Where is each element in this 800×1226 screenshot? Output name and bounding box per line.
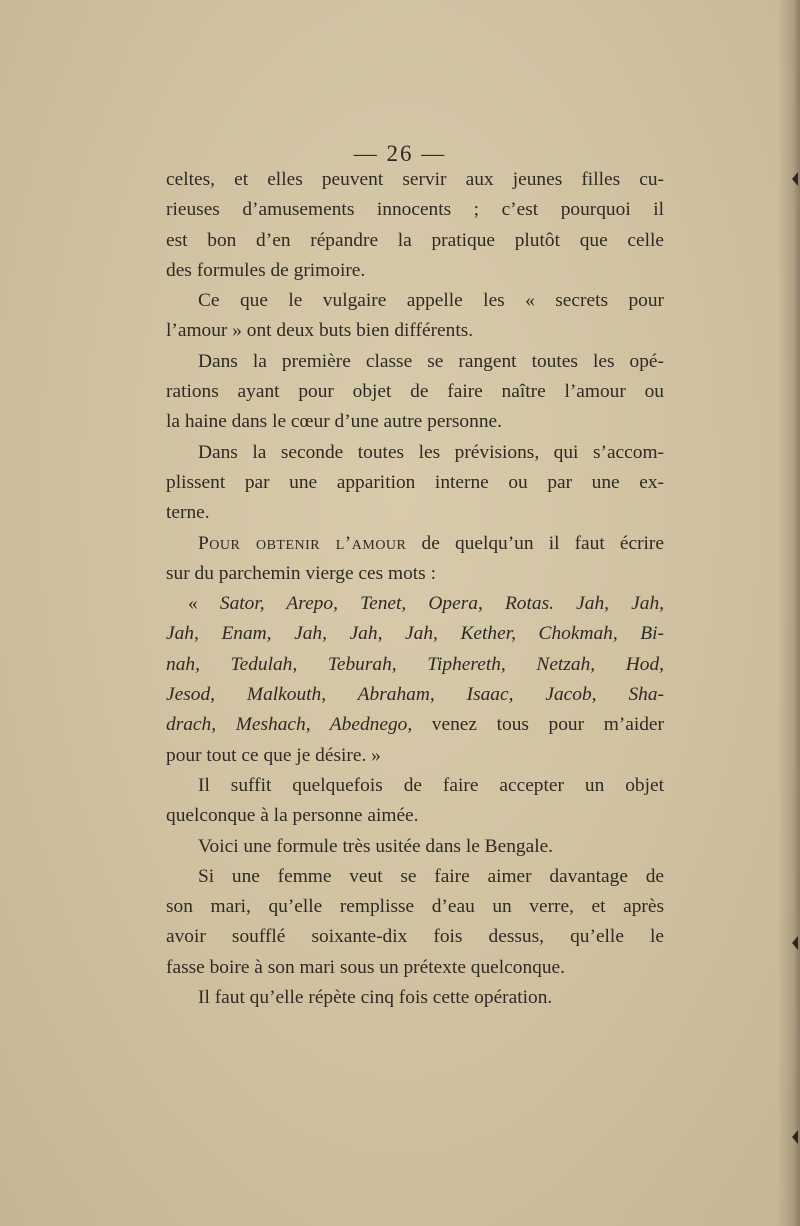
section-heading-line (166, 529, 664, 559)
incantation-continuation: venez tous pour m’aider (412, 714, 664, 736)
text-line: celtes, et elles peuvent servir aux jeunes filles cu- (166, 169, 664, 190)
text-line: Ce que le vulgaire appelle les « secrets pour (198, 290, 664, 312)
open-quote: « (188, 593, 220, 615)
incantation-line: pour tout ce que je désire. » (166, 744, 381, 766)
text-line: plissent par une apparition interne ou par une ex- (166, 471, 664, 493)
page-number: — 26 — (353, 141, 447, 166)
text-line: son mari, qu’elle remplisse d’eau un verre, et après (166, 896, 664, 918)
text-line: avoir soufflé soixante-dix fois dessus, qu’elle le (166, 926, 664, 948)
text-line: des formules de grimoire. (166, 259, 366, 281)
text-line: l’amour » ont deux buts bien différents. (166, 320, 474, 342)
text-line: Dans la seconde toutes les prévisions, qui s’accom- (198, 441, 664, 463)
heading-continuation: de quelqu’un il faut écrire (406, 532, 664, 554)
incantation-text: drach, Meshach, Abednego, (166, 714, 413, 736)
incantation-line (166, 710, 664, 740)
text-line: Il faut qu’elle répète cinq fois cette opération. (198, 987, 553, 1009)
text-line: Voici une formule très usitée dans le Bengale. (198, 835, 554, 857)
text-line: Dans la première classe se rangent toutes les opé- (198, 350, 664, 372)
incantation-text: Sator, Arepo, Tenet, Opera, Rotas. Jah, Jah, (219, 593, 665, 615)
body-text (166, 165, 664, 1013)
text-line: fasse boire à son mari sous un prétexte quelconque. (166, 956, 566, 978)
incantation-line: Jah, Enam, Jah, Jah, Jah, Kether, Chokmah, Bi- (166, 623, 664, 645)
text-line: est bon d’en répandre la pratique plutôt que celle (166, 229, 664, 251)
text-line: Si une femme veut se faire aimer davantage de (198, 865, 664, 887)
text-line: rieuses d’amusements innocents ; c’est pourquoi il (166, 199, 664, 221)
text-line: sur du parchemin vierge ces mots : (166, 562, 436, 584)
text-line: Il suffit quelquefois de faire accepter un objet (198, 774, 664, 796)
text-line: quelconque à la personne aimée. (166, 805, 419, 827)
text-line: rations ayant pour objet de faire naître l’amour ou (166, 381, 664, 403)
incantation-line: nah, Tedulah, Teburah, Tiphereth, Netzah, Hod, (166, 653, 664, 675)
text-line: terne. (166, 502, 210, 524)
incantation-line (166, 589, 664, 619)
incantation-line: Jesod, Malkouth, Abraham, Isaac, Jacob, Sha- (166, 684, 664, 706)
text-line: la haine dans le cœur d’une autre personne. (166, 411, 502, 433)
section-heading: Pour obtenir l’amour (198, 532, 407, 554)
